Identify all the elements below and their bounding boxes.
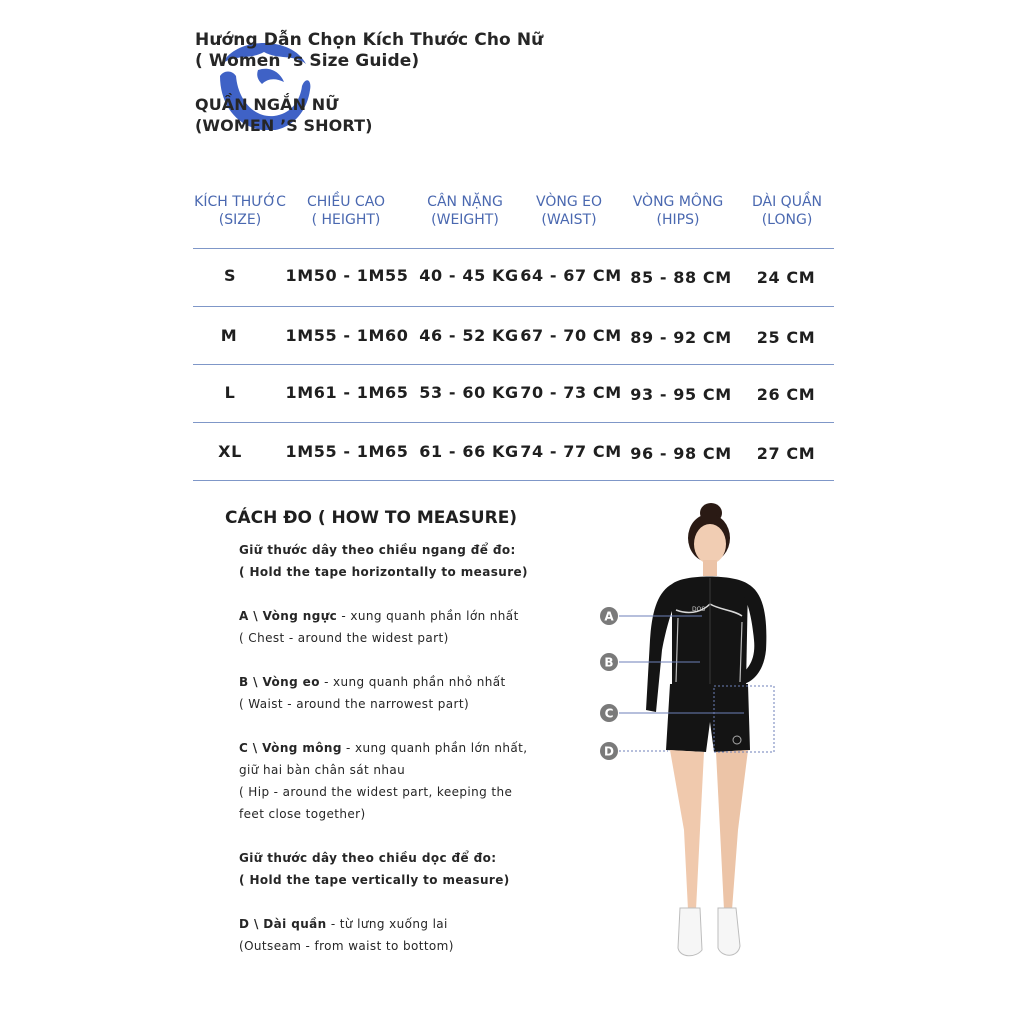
chest-desc: - xung quanh phần lớn nhất: [337, 609, 519, 623]
right-shoe-icon: [718, 908, 740, 955]
marker-c-label: C: [604, 706, 614, 721]
cell-hips: 96 - 98 CM: [630, 444, 732, 463]
cell-weight: 40 - 45 KG: [419, 266, 519, 285]
marker-d-label: D: [604, 744, 614, 759]
product-title-en: (WOMEN ’S SHORT): [195, 116, 373, 135]
column-header-vi: VÒNG EO: [536, 194, 602, 210]
cell-waist: 70 - 73 CM: [520, 383, 622, 402]
table-divider: [193, 364, 834, 365]
outseam-desc-en: (Outseam - from waist to bottom): [239, 939, 454, 953]
cell-height: 1M61 - 1M65: [285, 383, 409, 402]
outseam-label: D \ Dài quần: [239, 917, 327, 931]
column-header-hips: [633, 193, 724, 229]
column-header-size: [194, 193, 286, 229]
cell-long: 26 CM: [756, 385, 816, 404]
column-header-en: (WAIST): [541, 212, 597, 228]
model-figure: [596, 500, 786, 970]
right-leg-icon: [716, 750, 748, 910]
column-header-vi: KÍCH THƯỚC: [194, 194, 286, 210]
cell-height: 1M55 - 1M65: [285, 442, 409, 461]
neck-icon: [703, 560, 717, 576]
cell-weight: 61 - 66 KG: [419, 442, 519, 461]
column-header-vi: CÂN NẶNG: [427, 194, 503, 210]
cell-waist: 64 - 67 CM: [520, 266, 622, 285]
cell-long: 24 CM: [756, 268, 816, 287]
hip-desc-en: ( Hip - around the widest part, keeping the: [239, 785, 513, 799]
column-header-waist: [536, 193, 602, 229]
cell-size: L: [224, 383, 236, 402]
guide-title: Hướng Dẫn Chọn Kích Thước Cho Nữ: [195, 30, 544, 50]
horizontal-instruction: Giữ thước dây theo chiều ngang để đo:: [239, 543, 516, 557]
column-header-en: (WEIGHT): [431, 212, 499, 228]
left-shoe-icon: [678, 908, 702, 956]
table-divider: [193, 248, 834, 249]
table-divider: [193, 480, 834, 481]
column-header-long: [752, 193, 822, 229]
cell-size: XL: [218, 442, 242, 461]
outseam-desc: - từ lưng xuống lai: [326, 917, 448, 931]
cell-waist: 67 - 70 CM: [520, 326, 622, 345]
marker-b-label: B: [604, 655, 614, 670]
column-header-vi: DÀI QUẦN: [751, 194, 823, 210]
column-header-en: (HIPS): [656, 212, 700, 228]
left-leg-icon: [670, 750, 704, 910]
hip-desc-2: giữ hai bàn chân sát nhau: [239, 763, 406, 777]
chest-label: A \ Vòng ngực: [239, 609, 338, 623]
column-header-en: (LONG): [761, 212, 813, 228]
vertical-instruction-en: ( Hold the tape vertically to measure): [239, 873, 510, 887]
measure-instructions: [239, 539, 528, 957]
horizontal-instruction-en: ( Hold the tape horizontally to measure): [239, 565, 528, 579]
cell-height: 1M55 - 1M60: [285, 326, 409, 345]
waist-desc-en: ( Waist - around the narrowest part): [239, 697, 470, 711]
hip-label: C \ Vòng mông: [239, 741, 342, 755]
chest-desc-en: ( Chest - around the widest part): [239, 631, 449, 645]
waist-desc: - xung quanh phần nhỏ nhất: [319, 675, 506, 689]
cell-hips: 89 - 92 CM: [630, 328, 732, 347]
hip-desc: - xung quanh phần lớn nhất,: [341, 741, 528, 755]
cell-height: 1M50 - 1M55: [285, 266, 409, 285]
cell-size: S: [223, 266, 237, 285]
column-header-vi: VÒNG MÔNG: [632, 194, 724, 210]
column-header-en: (SIZE): [218, 212, 262, 228]
how-to-measure-title: CÁCH ĐO ( HOW TO MEASURE): [225, 508, 518, 528]
shorts-icon: [666, 684, 750, 752]
column-header-height: [307, 193, 385, 229]
marker-a-label: A: [604, 609, 614, 624]
cell-weight: 46 - 52 KG: [419, 326, 519, 345]
hip-desc-en-2: feet close together): [239, 807, 366, 821]
cell-size: M: [220, 326, 238, 345]
cell-weight: 53 - 60 KG: [419, 383, 519, 402]
table-divider: [193, 422, 834, 423]
guide-title-en: ( Women ’s Size Guide): [195, 51, 420, 71]
cell-waist: 74 - 77 CM: [520, 442, 622, 461]
brand-mark: DOS: [692, 606, 706, 613]
cell-long: 25 CM: [756, 328, 816, 347]
product-title: QUẦN NGẮN NỮ: [195, 95, 339, 114]
waist-label: B \ Vòng eo: [239, 675, 320, 689]
cell-long: 27 CM: [756, 444, 816, 463]
face-icon: [694, 524, 726, 564]
column-header-vi: CHIỀU CAO: [306, 194, 386, 210]
cell-hips: 85 - 88 CM: [630, 268, 732, 287]
cell-hips: 93 - 95 CM: [630, 385, 732, 404]
column-header-en: ( HEIGHT): [311, 212, 381, 228]
vertical-instruction: Giữ thước dây theo chiều dọc để đo:: [239, 851, 497, 865]
table-divider: [193, 306, 834, 307]
column-header-weight: [427, 193, 503, 229]
